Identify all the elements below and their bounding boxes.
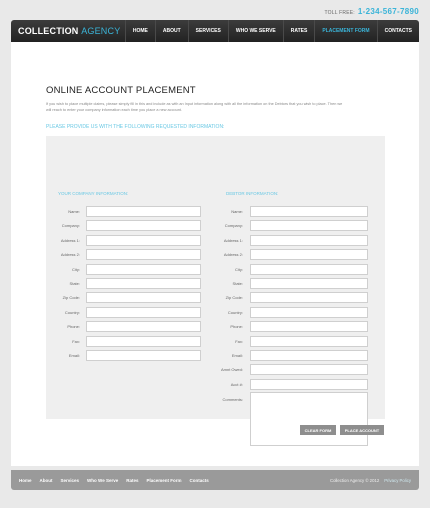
- footer-link-placement-form[interactable]: Placement Form: [146, 477, 182, 483]
- instruction-text: PLEASE PROVIDE US WITH THE FOLLOWING REQUESTED INFORMATION:: [46, 124, 225, 130]
- debtor-field-input[interactable]: [250, 249, 368, 260]
- debtor-field-row: [46, 235, 385, 246]
- brand-part1: COLLECTION: [18, 26, 79, 36]
- footer-link-services[interactable]: Services: [60, 477, 80, 483]
- footer-nav: [19, 478, 209, 483]
- field-label: Country:: [227, 309, 243, 315]
- debtor-field-row: [46, 264, 385, 275]
- nav-services[interactable]: SERVICES: [188, 20, 228, 42]
- footer-link-home[interactable]: Home: [19, 477, 32, 483]
- field-label: Phone:: [67, 324, 80, 330]
- field-label: State:: [232, 281, 243, 286]
- debtor-field-row: [46, 350, 385, 361]
- footer-link-who-we-serve[interactable]: Who We Serve: [87, 477, 119, 483]
- debtor-field-row: [46, 220, 385, 231]
- header-bar: [11, 20, 419, 42]
- footer-bar: [11, 470, 419, 490]
- footer-link-about[interactable]: About: [39, 477, 53, 483]
- field-label: Email:: [68, 353, 80, 358]
- privacy-policy-link[interactable]: Privacy Policy: [384, 477, 411, 483]
- nav-home[interactable]: HOME: [125, 20, 155, 42]
- toll-free-info: [325, 7, 419, 16]
- field-label: Company:: [224, 223, 243, 229]
- debtor-field-input[interactable]: [250, 336, 368, 347]
- debtor-field-input[interactable]: [250, 235, 368, 246]
- field-label: Name:: [68, 209, 80, 214]
- nav-who-we-serve[interactable]: WHO WE SERVE: [228, 20, 283, 42]
- toll-free-label: TOLL FREE:: [324, 10, 355, 16]
- field-label: Zip Code:: [225, 295, 243, 301]
- debtor-section-title: DEBTOR INFORMATION:: [226, 191, 279, 196]
- field-label: Address 1:: [223, 237, 243, 243]
- field-label: Fax:: [72, 338, 80, 344]
- field-label: Country:: [64, 309, 80, 315]
- debtor-field-row: [46, 278, 385, 289]
- nav-placement-form[interactable]: PLACEMENT FORM: [314, 20, 376, 42]
- debtor-field-input[interactable]: [250, 350, 368, 361]
- toll-free-number: 1-234-567-7890: [357, 7, 419, 16]
- debtor-field-input[interactable]: [250, 364, 368, 375]
- field-label: Phone:: [230, 324, 243, 330]
- field-label: City:: [235, 266, 243, 272]
- field-label: Amnt Owed:: [220, 367, 243, 373]
- brand-logo[interactable]: [11, 26, 125, 36]
- field-label: Comments:: [222, 397, 243, 402]
- field-label: Address 1:: [60, 237, 80, 243]
- debtor-field-input[interactable]: [250, 220, 368, 231]
- debtor-field-row: [46, 206, 385, 217]
- debtor-field-row: [46, 336, 385, 347]
- field-label: Company:: [61, 223, 80, 229]
- company-section-title: YOUR COMPANY INFORMATION:: [58, 191, 129, 196]
- clear-form-button[interactable]: CLEAR FORM: [300, 425, 336, 435]
- field-label: Email:: [231, 353, 243, 358]
- debtor-field-row: [46, 307, 385, 318]
- field-label: City:: [72, 266, 80, 272]
- debtor-field-input[interactable]: [250, 206, 368, 217]
- debtor-field-input[interactable]: [250, 278, 368, 289]
- debtor-field-input[interactable]: [250, 307, 368, 318]
- intro-text: If you wish to place multiple claims, please simply fill in this and include as with an Input information along with all the information on the Debtors that you wish to place. Then we will reach to enter your company information each time you place a new account.: [46, 102, 343, 112]
- copyright-text: Collection Agency © 2012: [329, 477, 380, 483]
- debtor-field-row: [46, 321, 385, 332]
- field-label: State:: [69, 281, 80, 286]
- field-label: Fax:: [235, 338, 243, 344]
- debtor-field-input[interactable]: [250, 321, 368, 332]
- footer-link-rates[interactable]: Rates: [126, 477, 139, 483]
- page-title: ONLINE ACCOUNT PLACEMENT: [46, 85, 196, 96]
- footer-link-contacts[interactable]: Contacts: [189, 477, 209, 483]
- main-content: [11, 42, 419, 466]
- field-label: Zip Code:: [62, 295, 80, 301]
- placement-form: [46, 136, 385, 419]
- debtor-field-input[interactable]: [250, 379, 368, 390]
- debtor-field-row: [46, 249, 385, 260]
- brand-part2: AGENCY: [81, 26, 121, 36]
- nav-rates[interactable]: RATES: [283, 20, 315, 42]
- debtor-field-row: [46, 379, 385, 390]
- field-label: Address 2:: [60, 252, 80, 258]
- debtor-field-input[interactable]: [250, 264, 368, 275]
- main-nav: [125, 20, 419, 42]
- nav-contacts[interactable]: CONTACTS: [377, 20, 419, 42]
- field-label: Acct #:: [230, 381, 243, 387]
- debtor-field-row: [46, 364, 385, 375]
- debtor-field-input[interactable]: [250, 292, 368, 303]
- debtor-field-row: [46, 292, 385, 303]
- debtor-comments-textarea[interactable]: [250, 392, 368, 446]
- field-label: Name:: [231, 209, 243, 214]
- place-account-button[interactable]: PLACE ACCOUNT: [340, 425, 384, 435]
- nav-about[interactable]: ABOUT: [155, 20, 188, 42]
- footer-copyright-block: [330, 478, 411, 483]
- field-label: Address 2:: [223, 252, 243, 258]
